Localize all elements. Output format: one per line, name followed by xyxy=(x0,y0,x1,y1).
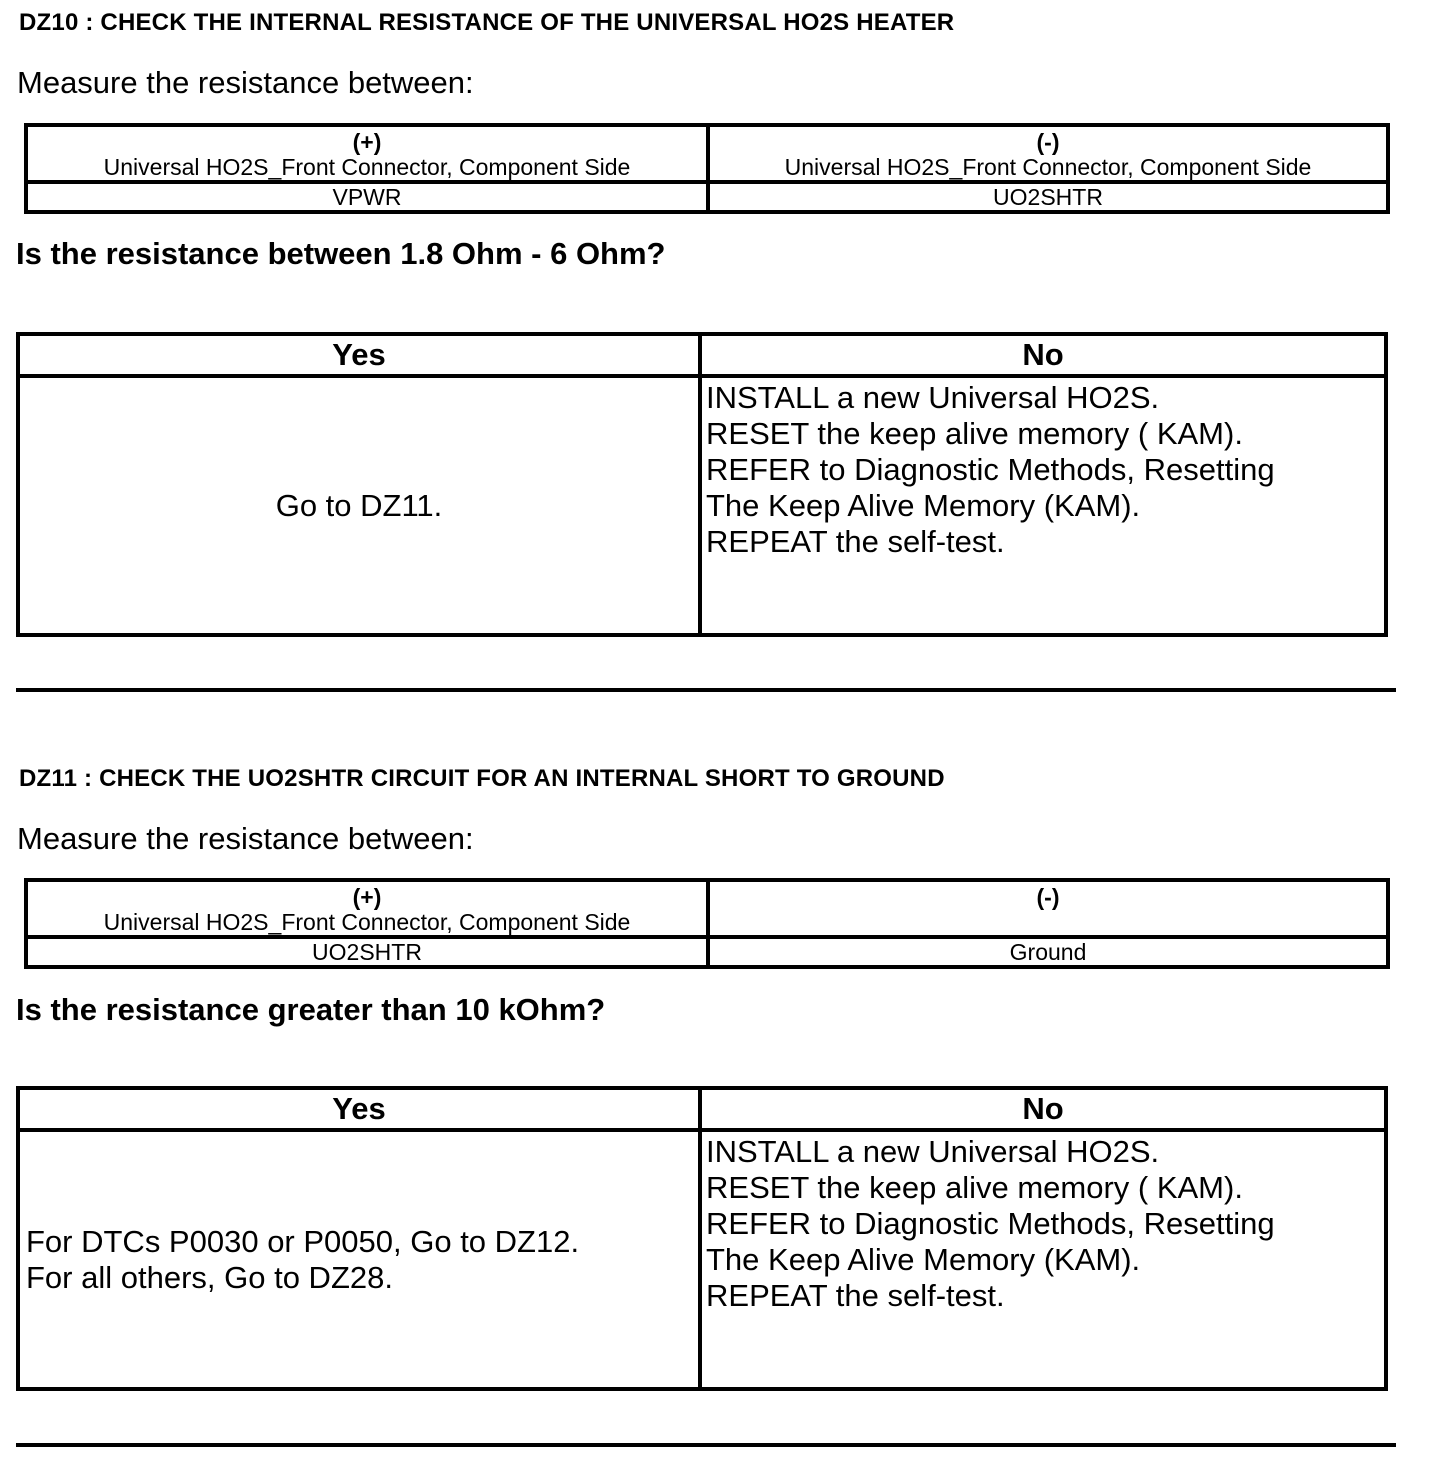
no-action-line: REFER to Diagnostic Methods, Resetting xyxy=(706,1206,1275,1241)
yes-cell xyxy=(18,1130,700,1389)
negative-connector: Universal HO2S_Front Connector, Component Side xyxy=(784,154,1312,180)
positive-probe-header xyxy=(26,125,708,182)
no-action-line: RESET the keep alive memory ( KAM). xyxy=(706,1170,1243,1205)
yes-header: Yes xyxy=(18,334,700,376)
negative-probe-header xyxy=(708,880,1388,937)
no-cell xyxy=(700,1130,1386,1389)
negative-pin: Ground xyxy=(708,937,1388,967)
positive-label: (+) xyxy=(352,129,382,155)
negative-label: (-) xyxy=(1036,884,1060,910)
section-divider xyxy=(16,1443,1396,1447)
no-action-line: INSTALL a new Universal HO2S. xyxy=(706,1134,1160,1169)
no-header: No xyxy=(700,1088,1386,1130)
positive-connector: Universal HO2S_Front Connector, Component Side xyxy=(103,154,631,180)
positive-probe-header xyxy=(26,880,708,937)
negative-probe-header xyxy=(708,125,1388,182)
no-action-line: REFER to Diagnostic Methods, Resetting xyxy=(706,452,1275,487)
no-action-line: INSTALL a new Universal HO2S. xyxy=(706,380,1160,415)
answer-table xyxy=(16,1086,1388,1391)
yes-cell xyxy=(18,376,700,635)
answer-table xyxy=(16,332,1388,637)
yes-header: Yes xyxy=(18,1088,700,1130)
step-question: Is the resistance between 1.8 Ohm - 6 Ohm? xyxy=(16,236,666,271)
step-question: Is the resistance greater than 10 kOhm? xyxy=(16,992,606,1027)
yes-action-line: For all others, Go to DZ28. xyxy=(26,1259,393,1295)
no-action-line: REPEAT the self-test. xyxy=(706,524,1005,559)
section-divider xyxy=(16,688,1396,692)
step-title: DZ11 : CHECK THE UO2SHTR CIRCUIT FOR AN INTERNAL SHORT TO GROUND xyxy=(19,765,945,792)
measurement-table xyxy=(24,878,1390,969)
no-action-line: The Keep Alive Memory (KAM). xyxy=(706,1242,1141,1277)
no-action-line: The Keep Alive Memory (KAM). xyxy=(706,488,1141,523)
negative-pin: UO2SHTR xyxy=(708,182,1388,212)
no-cell xyxy=(700,376,1386,635)
yes-action-line: For DTCs P0030 or P0050, Go to DZ12. xyxy=(26,1223,580,1259)
no-action-line: REPEAT the self-test. xyxy=(706,1278,1005,1313)
negative-label: (-) xyxy=(1036,129,1060,155)
measurement-table xyxy=(24,123,1390,214)
no-action-line: RESET the keep alive memory ( KAM). xyxy=(706,416,1243,451)
positive-pin: VPWR xyxy=(26,182,708,212)
measure-instruction: Measure the resistance between: xyxy=(17,821,474,856)
step-title: DZ10 : CHECK THE INTERNAL RESISTANCE OF THE UNIVERSAL HO2S HEATER xyxy=(19,9,955,36)
positive-pin: UO2SHTR xyxy=(26,937,708,967)
measure-instruction: Measure the resistance between: xyxy=(17,65,474,100)
positive-connector: Universal HO2S_Front Connector, Component Side xyxy=(103,909,631,935)
no-header: No xyxy=(700,334,1386,376)
positive-label: (+) xyxy=(352,884,382,910)
yes-action: Go to DZ11. xyxy=(275,487,443,523)
